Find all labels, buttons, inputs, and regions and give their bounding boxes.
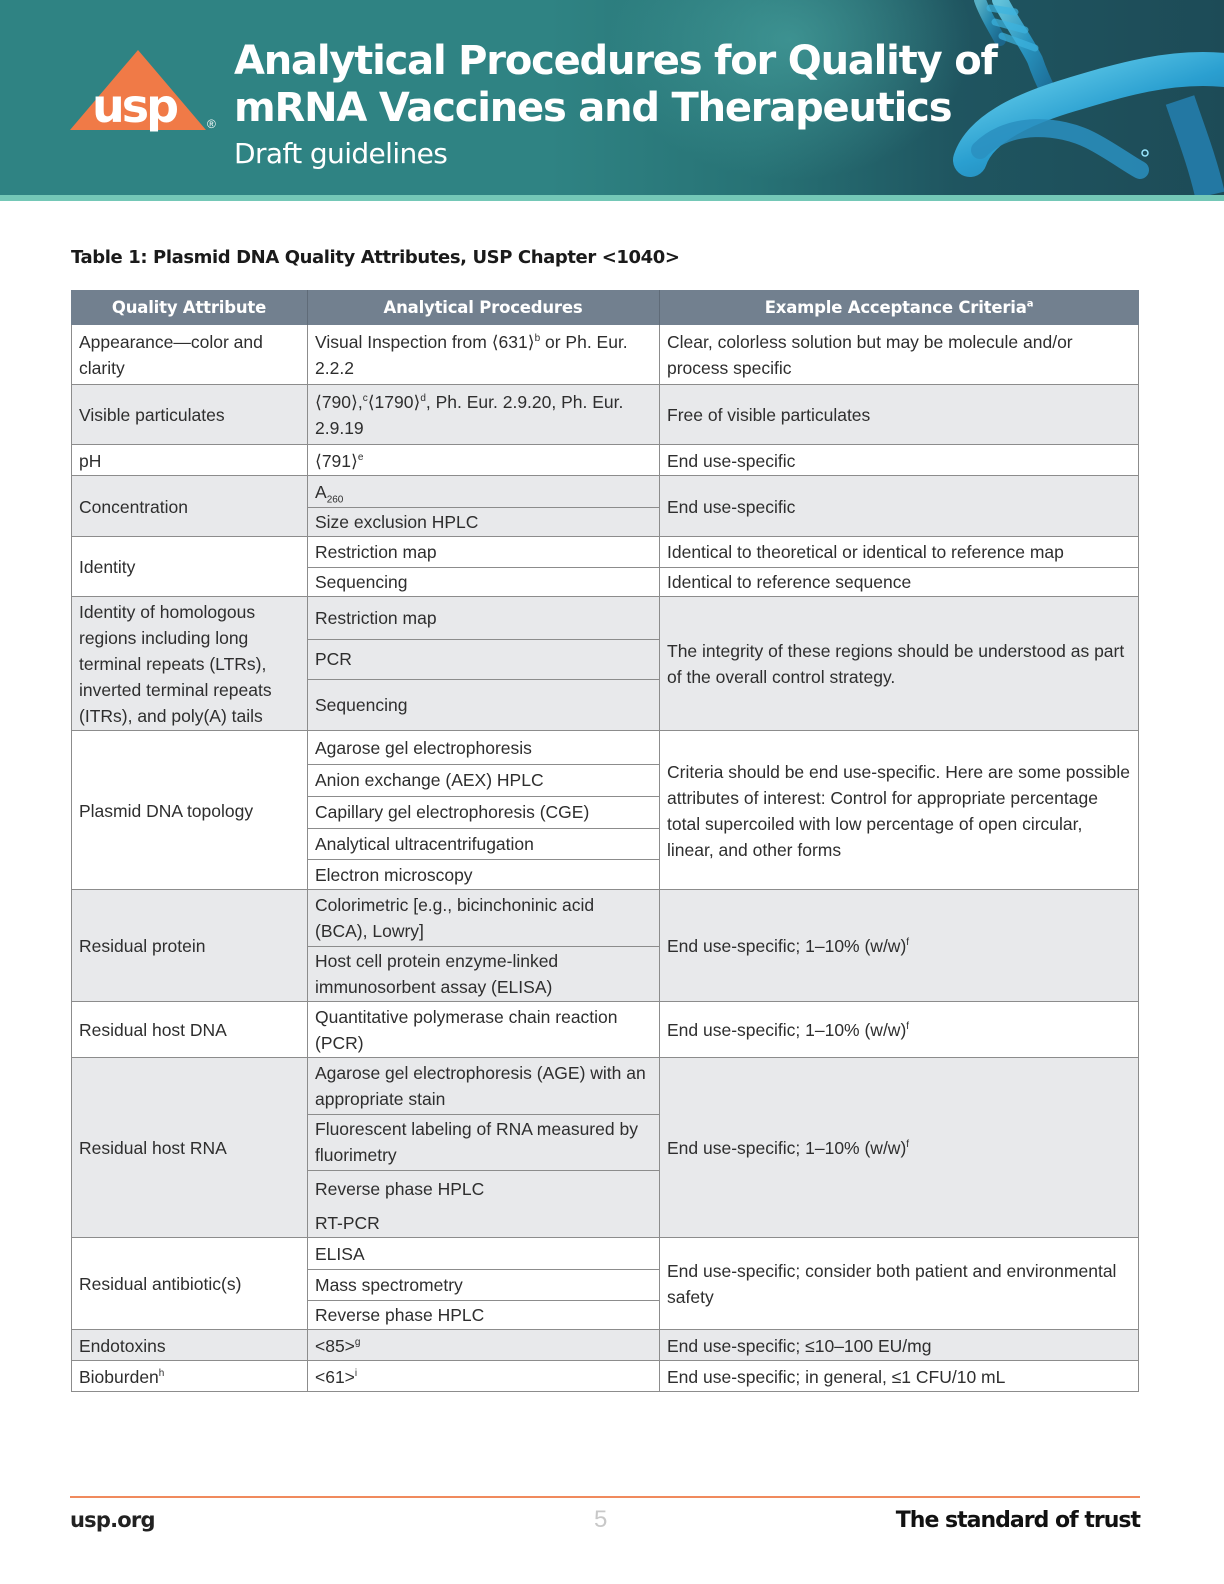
cell-text	[667, 933, 909, 959]
footnote-mark: i	[354, 1367, 358, 1379]
column-header-label	[112, 295, 266, 321]
column-divider	[307, 290, 308, 325]
sub-row-divider	[307, 639, 659, 640]
attribute-text: pH	[79, 450, 102, 471]
acceptance-criteria-cell	[659, 476, 1139, 537]
analytical-procedure-cell	[307, 731, 659, 764]
acceptance-criteria-cell	[659, 567, 1139, 597]
cell-text	[315, 767, 544, 793]
quality-attribute	[79, 448, 101, 474]
acceptance-criteria-cell	[659, 1330, 1139, 1361]
text: ELISA	[315, 1243, 365, 1264]
sub-row-divider	[307, 507, 659, 508]
footnote-mark: g	[354, 1336, 361, 1348]
text-continued: ⟨1790⟩	[367, 392, 421, 412]
banner-accent-stripe	[0, 195, 1224, 201]
text: Sequencing	[315, 695, 408, 715]
column-header-text: Analytical Procedures	[383, 297, 583, 317]
column-divider	[659, 325, 660, 1392]
analytical-procedure-cell	[307, 567, 659, 597]
sub-row-divider	[307, 1269, 659, 1270]
cell-text	[315, 329, 651, 381]
acceptance-criteria-cell	[659, 1361, 1139, 1392]
quality-attribute-cell	[71, 325, 307, 385]
footer-divider	[70, 1496, 1140, 1498]
attribute-text: Concentration	[79, 496, 188, 517]
text: End use-specific; ≤10–100 EU/mg	[667, 1335, 932, 1356]
quality-attribute	[79, 554, 135, 580]
cell-text	[667, 329, 1131, 381]
column-header	[659, 290, 1139, 325]
footnote-mark: d	[420, 393, 426, 405]
column-header-label	[384, 295, 583, 321]
text: Agarose gel electrophoresis (AGE) with an appropriate stain	[315, 1063, 646, 1109]
attribute-text: Bioburden	[79, 1366, 159, 1387]
analytical-procedure-cell	[307, 476, 659, 507]
analytical-procedure-cell	[307, 1058, 659, 1114]
cell-text	[315, 692, 407, 718]
table-caption: Table 1: Plasmid DNA Quality Attributes, USP Chapter <1040>	[71, 247, 680, 268]
sub-row-divider	[659, 567, 1139, 568]
logo-text: usp	[91, 79, 177, 133]
page-number: 5	[594, 1506, 608, 1533]
quality-attribute	[79, 599, 299, 729]
acceptance-criteria-cell	[659, 385, 1139, 445]
attribute-text: Plasmid DNA topology	[79, 800, 254, 821]
column-header-text: Quality Attribute	[111, 297, 267, 317]
cell-text	[315, 892, 651, 944]
text: End use-specific; 1–10% (w/w)	[667, 936, 907, 956]
column-header-label	[765, 295, 1034, 321]
quality-attribute	[79, 1333, 166, 1359]
cell-text	[667, 1017, 909, 1043]
cell-text	[315, 1060, 651, 1112]
attribute-text: Identity	[79, 557, 136, 577]
acceptance-criteria-cell	[659, 597, 1139, 731]
attribute-text: Residual host DNA	[79, 1020, 227, 1040]
quality-attribute-cell	[71, 890, 307, 1002]
sub-row-divider	[307, 567, 659, 568]
text: Clear, colorless solution but may be molecule and/or process specific	[667, 332, 1073, 378]
cell-text	[315, 948, 651, 1000]
document-subtitle: Draft guidelines	[234, 137, 448, 170]
cell-text	[667, 569, 911, 595]
analytical-procedure-cell	[307, 796, 659, 828]
text: Analytical ultracentrifugation	[315, 833, 534, 854]
text: End use-specific; 1–10% (w/w)	[667, 1138, 907, 1158]
acceptance-criteria-cell	[659, 445, 1139, 476]
text: Capillary gel electrophoresis (CGE)	[315, 802, 590, 822]
text: End use-specific; in general, ≤1 CFU/10 mL	[667, 1366, 1006, 1387]
cell-text	[315, 831, 534, 857]
cell-text	[315, 1302, 484, 1328]
cell-text	[315, 1241, 365, 1267]
attribute-text: Appearance—color and clarity	[79, 332, 263, 378]
analytical-procedure-cell	[307, 1330, 659, 1361]
acceptance-criteria-cell	[659, 325, 1139, 385]
analytical-procedure-cell	[307, 1238, 659, 1269]
analytical-procedure-cell	[307, 764, 659, 796]
cell-text	[315, 1333, 360, 1359]
footer-site-link[interactable]: usp.org	[70, 1508, 155, 1532]
footnote-mark: f	[906, 1139, 910, 1151]
cell-text	[315, 448, 363, 474]
text: <85>	[315, 1335, 355, 1356]
cell-text	[315, 539, 437, 565]
footnote-mark: f	[906, 1021, 910, 1033]
column-divider	[71, 325, 72, 1392]
sub-row-divider	[307, 764, 659, 765]
footer-tagline: The standard of trust	[895, 1508, 1140, 1533]
quality-attribute	[79, 402, 225, 428]
text: Fluorescent labeling of RNA measured by fluorimetry	[315, 1119, 638, 1165]
column-header-text: Example Acceptance Criteria	[764, 297, 1027, 317]
attribute-text: Residual protein	[79, 936, 206, 956]
acceptance-criteria-cell	[659, 1058, 1139, 1238]
cell-text	[315, 799, 589, 825]
text: Sequencing	[315, 572, 408, 592]
column-header	[71, 290, 307, 325]
cell-text	[667, 539, 1064, 565]
text: ⟨790⟩,	[315, 392, 363, 412]
analytical-procedure-cell	[307, 859, 659, 890]
usp-logo	[70, 48, 230, 134]
cell-text	[315, 1176, 484, 1202]
cell-text	[315, 646, 352, 672]
quality-attribute	[79, 329, 299, 381]
text: Quantitative polymerase chain reaction (PCR)	[315, 1007, 618, 1053]
subscript: 260	[326, 494, 344, 505]
cell-text	[315, 1116, 651, 1168]
title-line-2: mRNA Vaccines and Therapeutics	[234, 85, 952, 131]
quality-attribute	[79, 933, 205, 959]
attribute-text: Endotoxins	[79, 1335, 166, 1356]
column-header	[307, 290, 659, 325]
cell-text	[667, 1364, 1005, 1390]
quality-attribute	[79, 1135, 227, 1161]
analytical-procedure-cell	[307, 1002, 659, 1058]
sub-row-divider	[307, 828, 659, 829]
cell-text	[315, 1004, 651, 1056]
text: Restriction map	[315, 608, 437, 628]
attribute-text: Identity of homologous regions including long terminal repeats (LTRs), inverted terminal repeats (ITRs), and poly(A) tails	[79, 602, 272, 726]
analytical-procedure-cell	[307, 679, 659, 731]
document-title	[234, 38, 997, 132]
sub-row-divider	[307, 859, 659, 860]
column-divider	[659, 290, 660, 325]
quality-attribute	[79, 1364, 164, 1390]
analytical-procedure-cell	[307, 1114, 659, 1170]
quality-attribute-cell	[71, 731, 307, 890]
quality-attribute-cell	[71, 445, 307, 476]
text: Electron microscopy	[315, 864, 473, 885]
quality-attribute-cell	[71, 1361, 307, 1392]
title-line-1: Analytical Procedures for Quality of	[234, 38, 997, 84]
attribute-text: Residual antibiotic(s)	[79, 1274, 242, 1294]
footnote-mark: c	[362, 393, 368, 405]
text: Criteria should be end use-specific. Here are some possible attributes of interest: Control for appropriate percentage total supercoiled with low percentage of open circular, linear, and other forms	[667, 761, 1131, 860]
header-banner	[0, 0, 1224, 195]
cell-text	[315, 1272, 463, 1298]
quality-attribute-cell	[71, 597, 307, 731]
quality-attribute-cell	[71, 1238, 307, 1330]
analytical-procedure-cell	[307, 1300, 659, 1330]
analytical-procedure-cell	[307, 639, 659, 679]
column-divider	[1138, 325, 1139, 1392]
text: End use-specific; consider both patient and environmental safety	[667, 1261, 1117, 1307]
footnote-mark: a	[1026, 298, 1034, 309]
text: End use-specific	[667, 496, 796, 517]
text: Reverse phase HPLC	[315, 1305, 485, 1325]
cell-text	[315, 1364, 357, 1390]
sub-row-divider	[307, 796, 659, 797]
attribute-text: Visible particulates	[79, 405, 225, 425]
quality-attribute-cell	[71, 476, 307, 537]
text: The integrity of these regions should be understood as part of the overall control strategy.	[667, 641, 1125, 687]
quality-attribute-cell	[71, 537, 307, 597]
cell-text	[667, 759, 1131, 863]
column-divider	[307, 325, 308, 1392]
text: <61>	[315, 1366, 355, 1387]
acceptance-criteria-cell	[659, 537, 1139, 567]
text: Anion exchange (AEX) HPLC	[315, 770, 544, 790]
cell-text	[667, 1333, 931, 1359]
acceptance-criteria-cell	[659, 1002, 1139, 1058]
text: Visual Inspection from ⟨631⟩	[315, 332, 535, 352]
sub-row-divider	[307, 946, 659, 947]
attribute-text: Residual host RNA	[79, 1138, 227, 1158]
analytical-procedure-cell	[307, 325, 659, 385]
quality-attribute	[79, 1271, 241, 1297]
footnote-mark: h	[158, 1367, 165, 1379]
text: Reverse phase HPLC	[315, 1179, 485, 1199]
analytical-procedure-cell	[307, 537, 659, 567]
cell-text	[667, 402, 870, 428]
cell-text	[315, 1210, 380, 1236]
analytical-procedure-cell	[307, 1170, 659, 1208]
cell-text	[315, 509, 478, 535]
cell-text	[315, 735, 532, 761]
analytical-procedure-cell	[307, 1269, 659, 1300]
cell-text	[315, 569, 407, 595]
quality-attribute	[79, 798, 253, 824]
analytical-procedure-cell	[307, 445, 659, 476]
analytical-procedure-cell	[307, 507, 659, 537]
quality-attribute-cell	[71, 1002, 307, 1058]
quality-attribute	[79, 494, 188, 520]
registered-mark: ®	[207, 117, 216, 131]
text: Identical to theoretical or identical to reference map	[667, 542, 1064, 562]
text: PCR	[315, 649, 352, 669]
sub-row-divider	[307, 1300, 659, 1301]
analytical-procedure-cell	[307, 946, 659, 1002]
analytical-procedure-cell	[307, 1208, 659, 1238]
analytical-procedure-cell	[307, 1361, 659, 1392]
text-continued: or Ph. Eur. 2.2.2	[315, 332, 628, 378]
text-continued: , Ph. Eur. 2.9.20, Ph. Eur. 2.9.19	[315, 392, 624, 438]
cell-text	[667, 1135, 909, 1161]
cell-text	[667, 494, 795, 520]
cell-text	[315, 605, 437, 631]
analytical-procedure-cell	[307, 597, 659, 639]
quality-attribute	[79, 1017, 227, 1043]
sub-row-divider	[307, 1170, 659, 1171]
text: Colorimetric [e.g., bicinchoninic acid (BCA), Lowry]	[315, 895, 595, 941]
cell-text	[315, 479, 343, 505]
analytical-procedure-cell	[307, 385, 659, 445]
row-divider	[71, 1391, 1139, 1392]
acceptance-criteria-cell	[659, 1238, 1139, 1330]
text: Restriction map	[315, 542, 437, 562]
cell-text	[667, 1258, 1131, 1310]
text: Mass spectrometry	[315, 1274, 463, 1295]
cell-text	[667, 638, 1131, 690]
footnote-mark: b	[534, 333, 541, 345]
text: Agarose gel electrophoresis	[315, 737, 532, 758]
cell-text	[315, 862, 473, 888]
footnote-mark: e	[357, 451, 364, 463]
text: Free of visible particulates	[667, 405, 871, 425]
cell-text	[315, 389, 651, 441]
analytical-procedure-cell	[307, 890, 659, 946]
text: RT-PCR	[315, 1213, 380, 1233]
text: End use-specific	[667, 450, 796, 471]
acceptance-criteria-cell	[659, 731, 1139, 890]
text: End use-specific; 1–10% (w/w)	[667, 1020, 907, 1040]
quality-attributes-table	[71, 290, 1139, 1392]
analytical-procedure-cell	[307, 828, 659, 859]
quality-attribute-cell	[71, 385, 307, 445]
text: ⟨791⟩	[315, 450, 358, 471]
text: A	[315, 481, 327, 502]
text: Size exclusion HPLC	[315, 512, 479, 532]
quality-attribute-cell	[71, 1330, 307, 1361]
sub-row-divider	[307, 679, 659, 680]
sub-row-divider	[307, 1114, 659, 1115]
text: Identical to reference sequence	[667, 572, 912, 592]
text: Host cell protein enzyme-linked immunosorbent assay (ELISA)	[315, 951, 559, 997]
quality-attribute-cell	[71, 1058, 307, 1238]
acceptance-criteria-cell	[659, 890, 1139, 1002]
footnote-mark: f	[906, 937, 910, 949]
cell-text	[667, 448, 795, 474]
